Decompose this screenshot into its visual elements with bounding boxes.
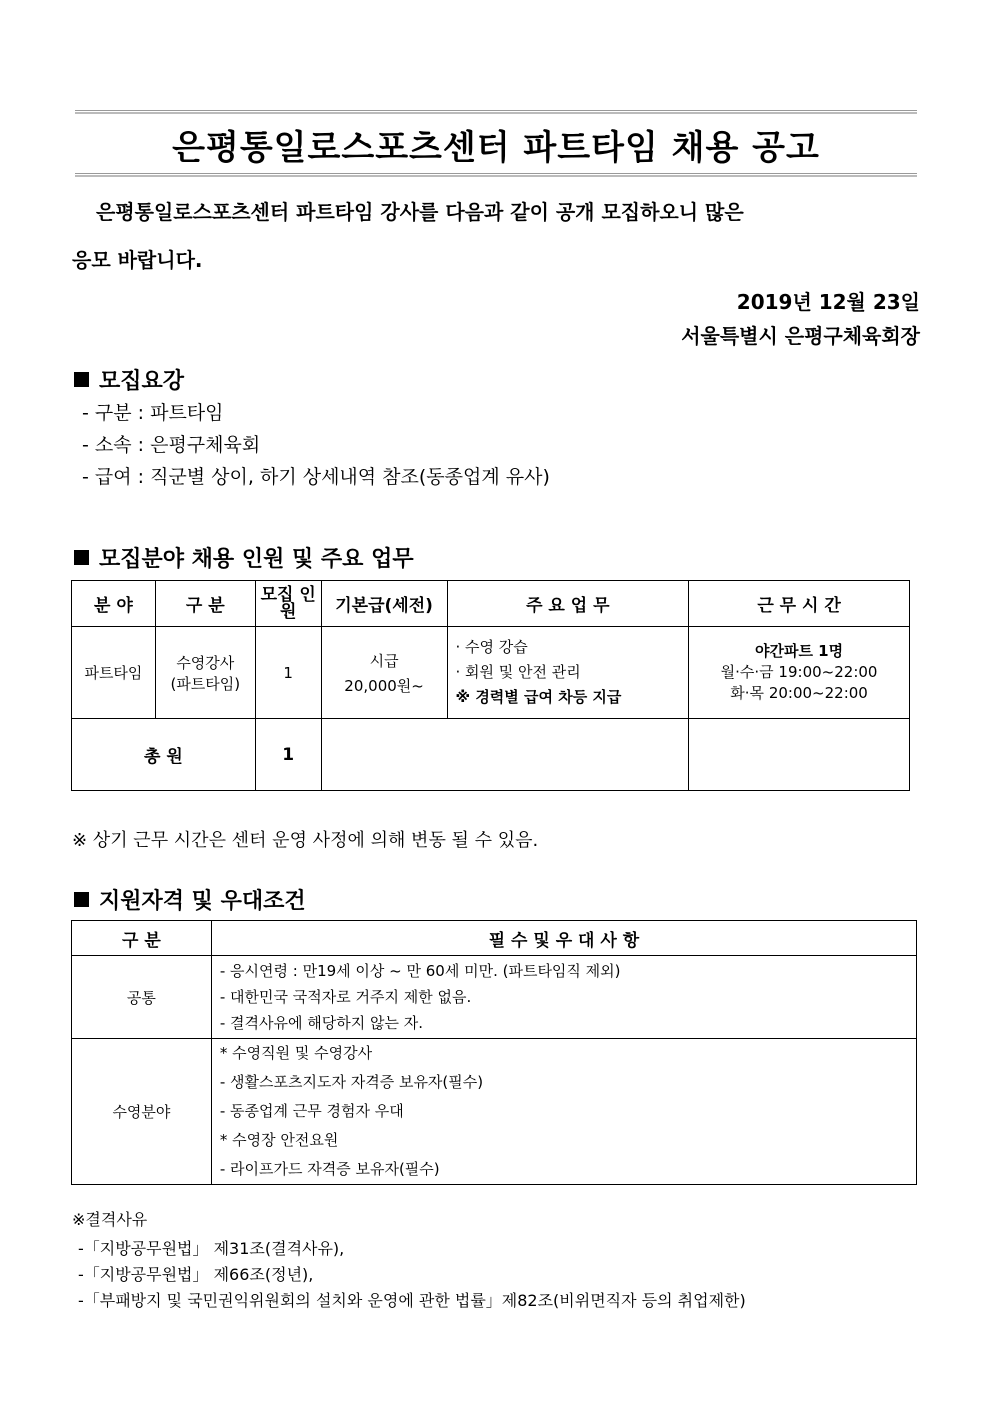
list-item: - 급여 : 직군별 상이, 하기 상세내역 참조(동종업계 유사) [82,466,550,488]
notice-date: 2019년 12월 23일 [736,290,920,314]
square-bullet-icon [74,892,89,907]
cell-hours: 야간파트 1명 월·수·금 19:00~22:00 화·목 20:00~22:00 [689,627,910,719]
empty-cell [689,719,910,791]
title-rule-bottom [75,173,917,177]
header-cell: 구 분 [72,921,212,956]
header-cell: 주 요 업 무 [447,581,689,627]
header-cell: 모집 인원 [255,581,321,627]
table-row [72,627,910,719]
schedule-note: ※ 상기 근무 시간은 센터 운영 사정에 의해 변동 될 수 있음. [72,830,539,851]
table-row [72,956,917,1039]
header-cell: 필 수 및 우 대 사 항 [211,921,916,956]
header-cell: 구 분 [155,581,255,627]
header-cell: 기본급(세전) [321,581,447,627]
intro-line-1: 은평통일로스포츠센터 파트타임 강사를 다음과 같이 공개 모집하오니 많은 [96,200,744,224]
intro-paragraph [72,188,920,284]
table-total-row [72,719,910,791]
positions-table [71,580,910,791]
cell-pay: 시급 20,000원~ [321,627,447,719]
page-title: 은평통일로스포츠센터 파트타임 채용 공고 [172,128,820,168]
list-item: - 구분 : 파트타임 [82,402,224,424]
square-bullet-icon [74,372,89,387]
cell-requirements: - 응시연령 : 만19세 이상 ~ 만 60세 미만. (파트타임직 제외) - 대한민국 국적자로 거주지 제한 없음. - 결격사유에 해당하지 않는 자. [211,956,916,1039]
square-bullet-icon [74,550,89,565]
table-row [72,1039,917,1185]
table-header-row [72,581,910,627]
empty-cell [321,719,689,791]
list-item: - 소속 : 은평구체육회 [82,434,261,456]
cell-duties: · 수영 강습 · 회원 및 안전 관리 ※ 경력별 급여 차등 지급 [447,627,689,719]
section-heading-positions: 모집분야 채용 인원 및 주요 업무 [72,542,414,573]
list-item: -「부패방지 및 국민권익위원회의 설치와 운영에 관한 법률」제82조(비위면직자 등의 취업제한) [78,1291,746,1310]
cell-type: 수영강사 (파트타임) [155,627,255,719]
cell-requirements: * 수영직원 및 수영강사 - 생활스포츠지도자 자격증 보유자(필수) - 동종업계 근무 경험자 우대 * 수영장 안전요원 - 라이프가드 자격증 보유자(필수) [211,1039,916,1185]
section-heading-qualifications: 지원자격 및 우대조건 [72,884,306,915]
header-cell: 근 무 시 간 [689,581,910,627]
list-item: -「지방공무원법」 제66조(정년), [78,1265,314,1284]
issuing-org: 서울특별시 은평구체육회장 [681,324,920,348]
disqualification-title: ※결격사유 [72,1210,148,1229]
cell-count: 1 [255,627,321,719]
table-header-row [72,921,917,956]
header-cell: 분 야 [72,581,156,627]
total-label: 총 원 [72,719,256,791]
cell-field: 파트타임 [72,627,156,719]
cell-category: 공통 [72,956,212,1039]
list-item: -「지방공무원법」 제31조(결격사유), [78,1239,345,1258]
cell-category: 수영분야 [72,1039,212,1185]
intro-line-2: 응모 바랍니다. [72,248,203,272]
qualifications-table [71,920,917,1185]
total-value: 1 [255,719,321,791]
title-block [75,110,917,177]
section-heading-recruitment: 모집요강 [72,364,184,395]
